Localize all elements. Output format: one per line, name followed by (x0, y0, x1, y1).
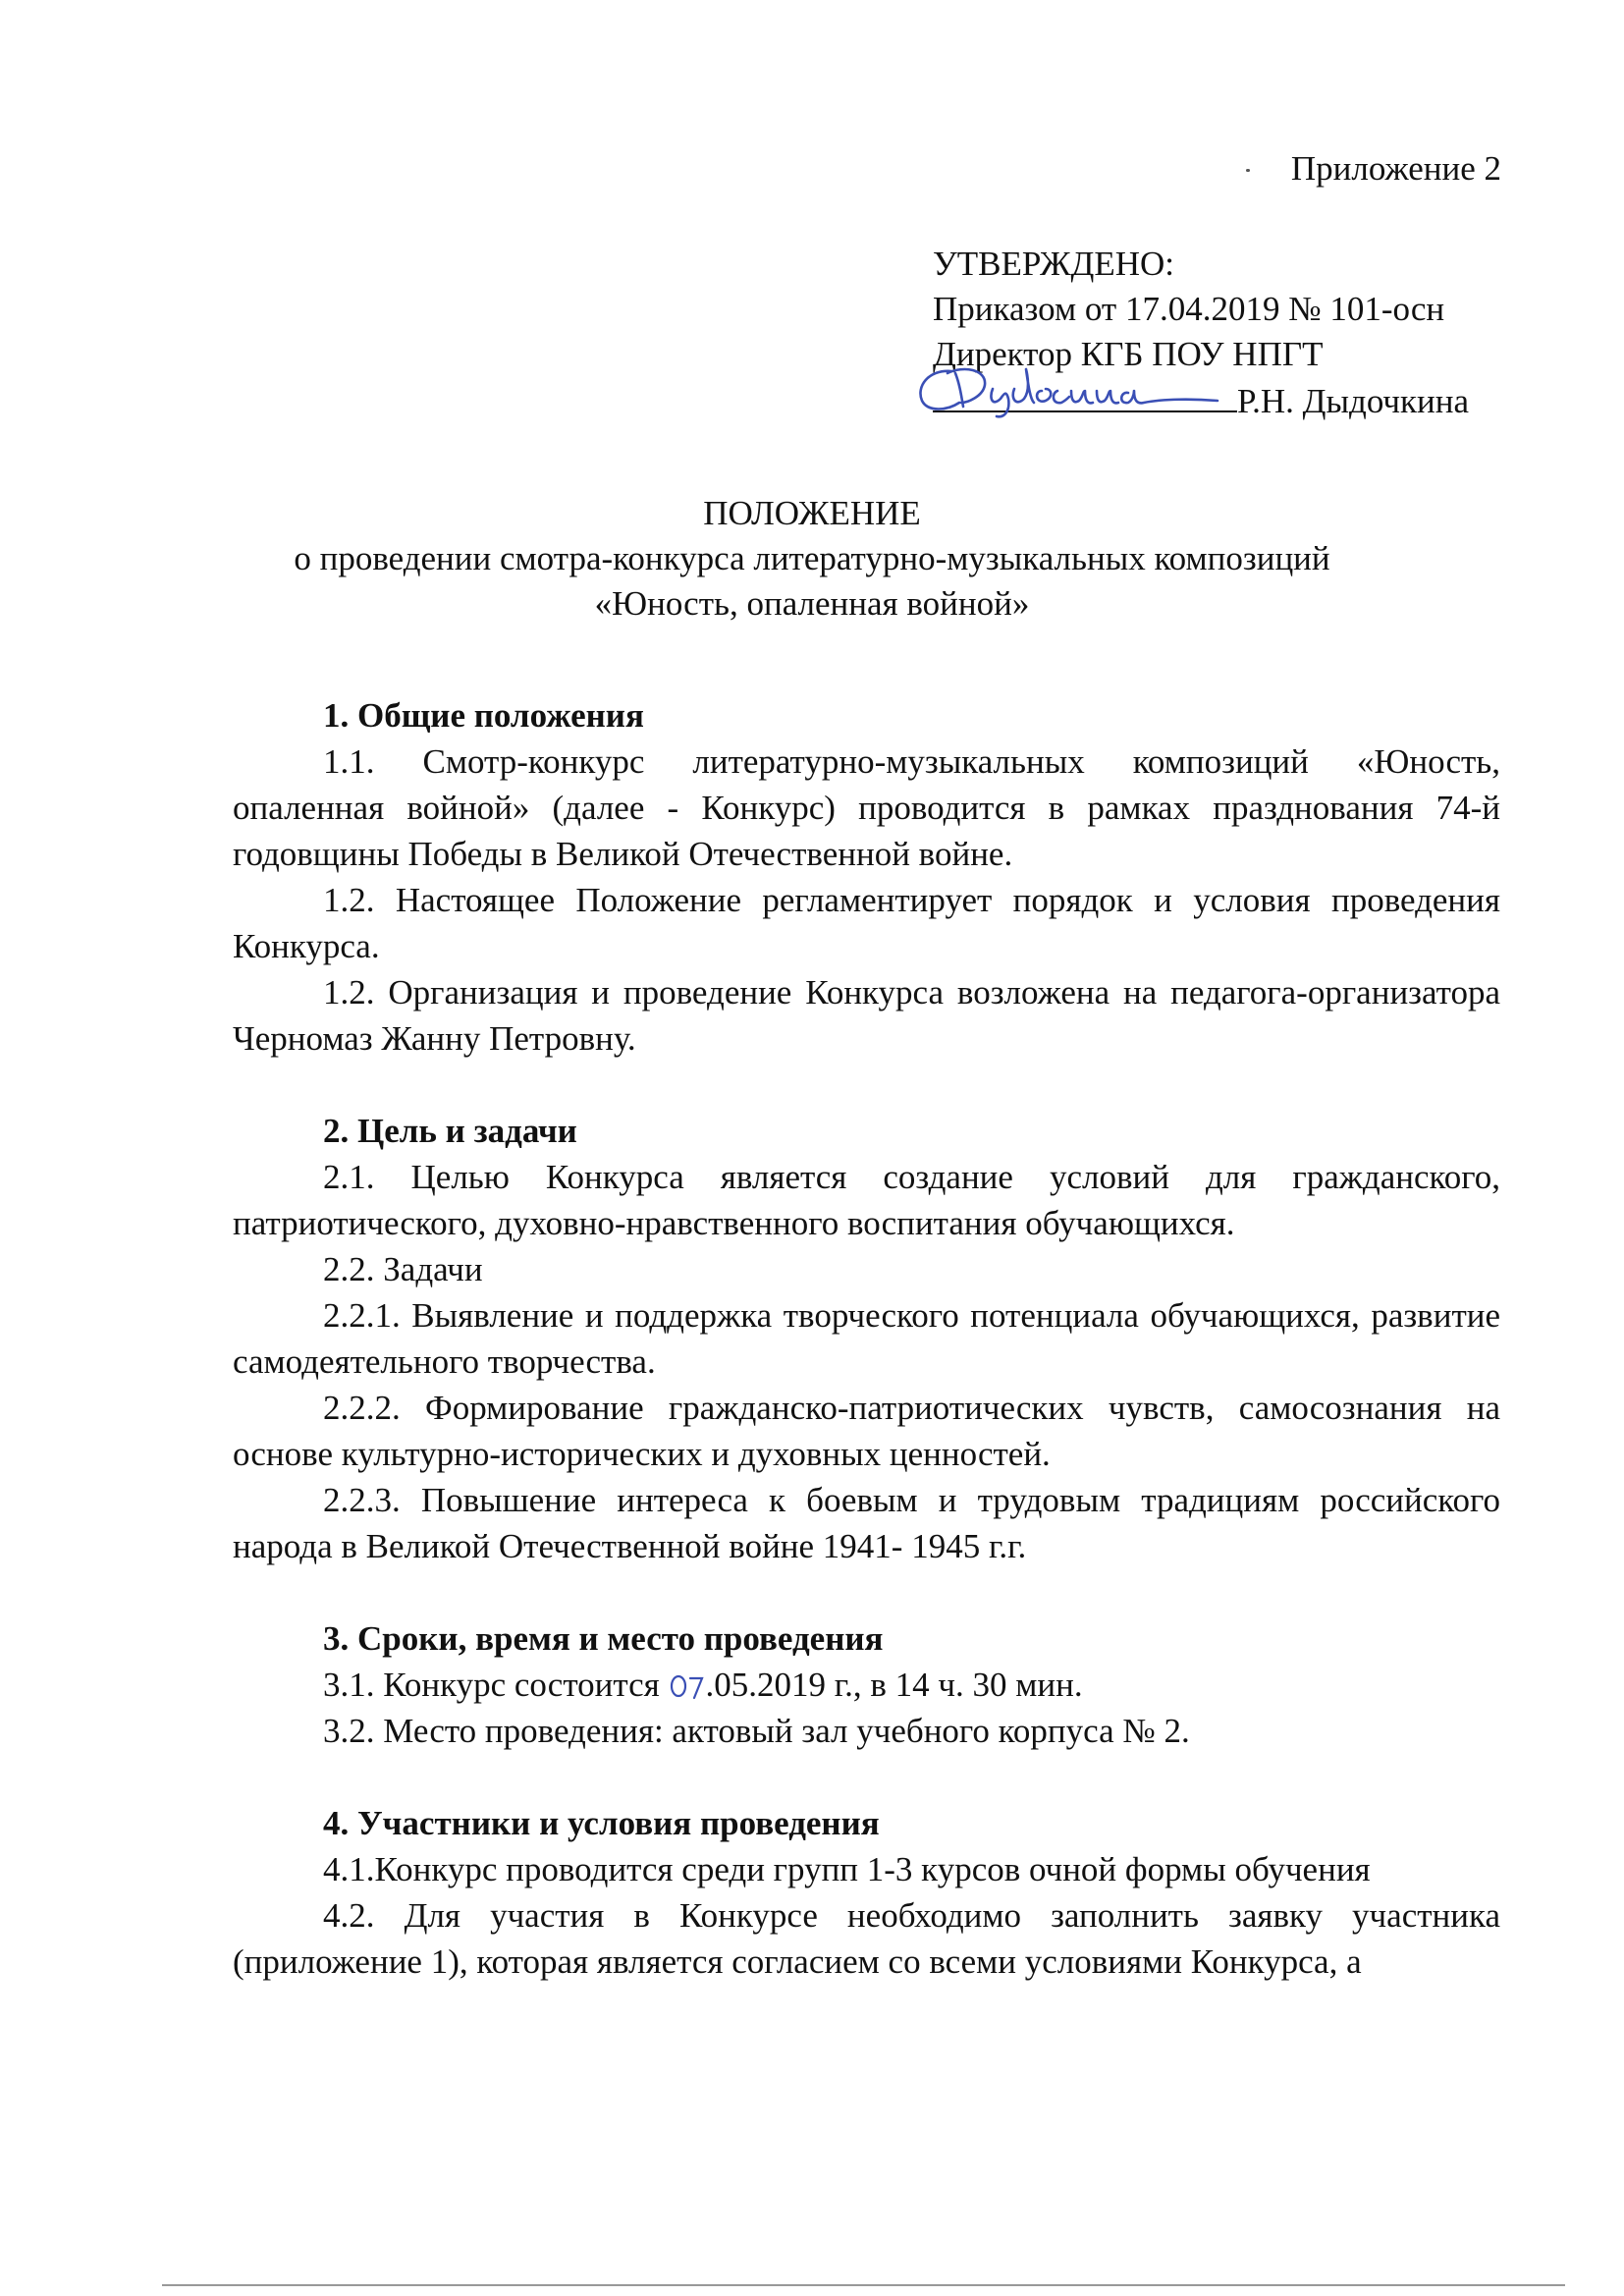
paragraph-2-2-3: 2.2.3. Повышение интереса к боевым и трудовым традициям российского народа в Великой Отечественной войне 1941- 1945 г.г. (233, 1481, 1500, 1565)
paragraph-4-1: 4.1.Конкурс проводится среди групп 1-3 курсов очной формы обучения (323, 1850, 1371, 1888)
signature-underline (933, 377, 1237, 412)
section-3-heading: 3. Сроки, время и место проведения (323, 1619, 884, 1658)
paragraph-2-2-2: 2.2.2. Формирование гражданско-патриотических чувств, самосознания на основе культурно-исторических и духовных ценностей. (233, 1389, 1500, 1473)
document-title (0, 491, 1624, 627)
approval-order: Приказом от 17.04.2019 № 101-осн (933, 290, 1445, 328)
handwritten-signature (908, 359, 1232, 420)
approval-name: Р.Н. Дыдочкина (1237, 382, 1470, 420)
handwritten-day (669, 1670, 706, 1700)
paragraph-2-2-1: 2.2.1. Выявление и поддержка творческого потенциала обучающихся, развитие самодеятельного творчества. (233, 1296, 1500, 1381)
paragraph-3-1 (233, 1662, 1500, 1708)
paragraph-3-1-end: .05.2019 г., в 14 ч. 30 мин. (705, 1666, 1083, 1704)
paragraph-1-3: 1.2. Организация и проведение Конкурса возложена на педагога-организатора Черномаз Жанну Петровну. (233, 973, 1500, 1058)
approval-block (933, 242, 1469, 424)
title-line-2: «Юность, опаленная войной» (594, 584, 1030, 623)
section-2-heading: 2. Цель и задачи (323, 1112, 577, 1150)
pen-mark (1246, 169, 1250, 172)
approval-signature-line (933, 377, 1469, 424)
paragraph-3-1-start: 3.1. Конкурс состоится (323, 1666, 669, 1704)
section-4-heading: 4. Участники и условия проведения (323, 1804, 880, 1842)
paragraph-3-2: 3.2. Место проведения: актовый зал учебного корпуса № 2. (323, 1712, 1190, 1750)
paragraph-1-1: 1.1. Смотр-конкурс литературно-музыкальных композиций «Юность, опаленная войной» (далее - Конкурс) проводится в рамках празднования 74-й годовщины Победы в Великой Отечественной войне. (233, 742, 1500, 873)
appendix-label: Приложение 2 (1290, 149, 1501, 188)
approval-position: Директор КГБ ПОУ НПГТ (933, 335, 1324, 373)
paragraph-1-2: 1.2. Настоящее Положение регламентирует порядок и условия проведения Конкурса. (233, 881, 1500, 965)
paragraph-2-2: 2.2. Задачи (323, 1250, 483, 1288)
paragraph-2-1: 2.1. Целью Конкурса является создание условий для гражданского, патриотического, духовно-нравственного воспитания обучающихся. (233, 1158, 1500, 1242)
document-body (233, 692, 1500, 1985)
title-heading: ПОЛОЖЕНИЕ (703, 494, 921, 532)
section-1-heading: 1. Общие положения (323, 696, 644, 735)
approval-heading: УТВЕРЖДЕНО: (933, 245, 1175, 283)
paragraph-4-2: 4.2. Для участия в Конкурсе необходимо заполнить заявку участника (приложение 1), которая является согласием со всеми условиями Конкурса, а (233, 1896, 1500, 1981)
title-line-1: о проведении смотра-конкурса литературно-музыкальных композиций (294, 539, 1330, 577)
scan-edge-line (162, 2284, 1565, 2286)
